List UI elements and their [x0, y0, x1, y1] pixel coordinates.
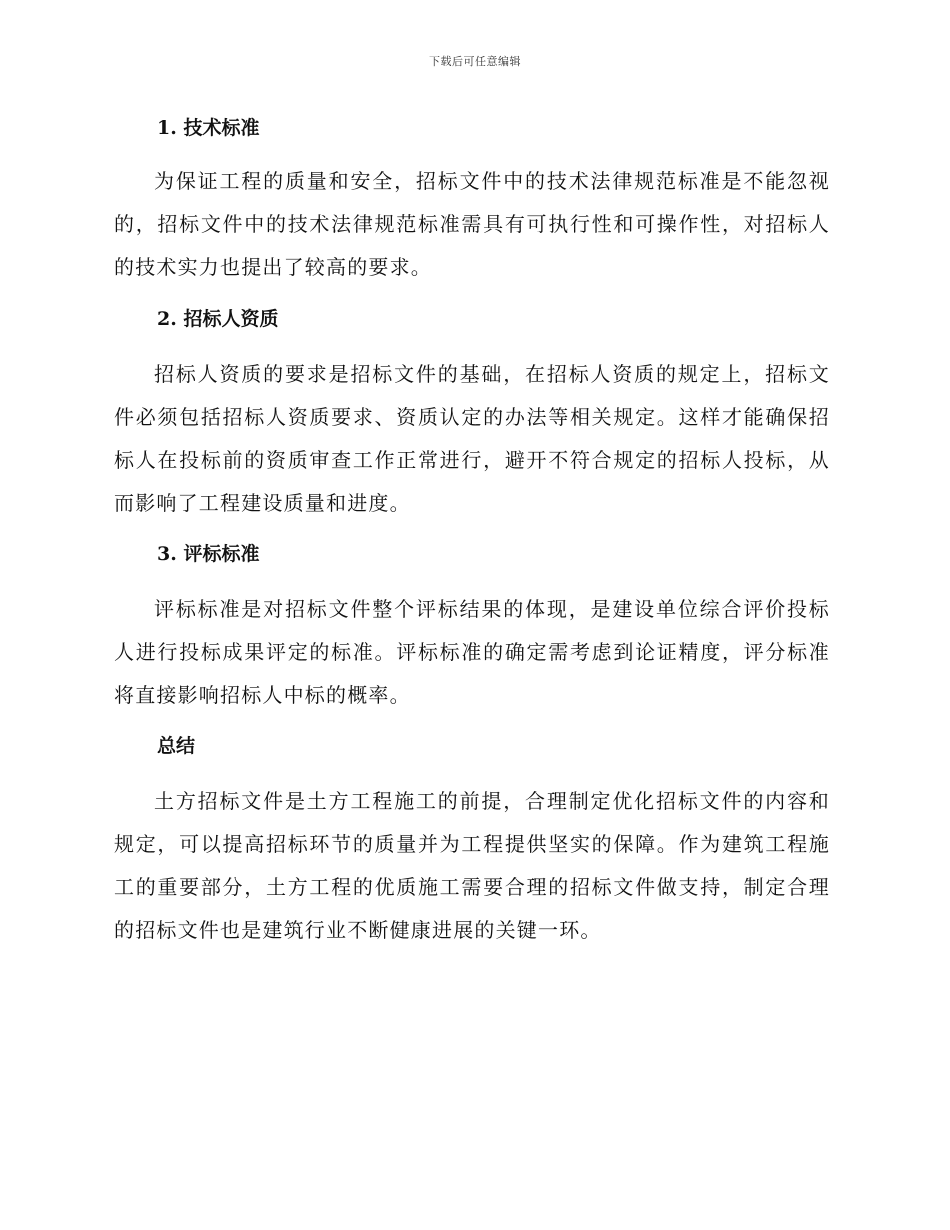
section-heading-bidder-qualification: 2. 招标人资质 — [157, 308, 279, 330]
section-heading-summary: 总结 — [157, 735, 196, 757]
section-paragraph-summary: 土方招标文件是土方工程施工的前提，合理制定优化招标文件的内容和规定，可以提高招标环节的质量并为工程提供坚实的保障。作为建筑工程施工的重要部分，土方工程的优质施工需要合理的招标文件做支持，制定合理的招标文件也是建筑行业不断健康进展的关键一环。 — [114, 789, 830, 942]
document-body — [114, 112, 830, 952]
section-paragraph-technical-standards: 为保证工程的质量和安全，招标文件中的技术法律规范标准是不能忽视的，招标文件中的技术法律规范标准需具有可执行性和可操作性，对招标人的技术实力也提出了较高的要求。 — [114, 169, 830, 279]
section-heading-evaluation-standards: 3. 评标标准 — [157, 543, 260, 565]
section-heading-technical-standards: 1. 技术标准 — [157, 117, 260, 139]
page-header: 下载后可任意编辑 — [429, 55, 521, 68]
section-paragraph-evaluation-standards: 评标标准是对招标文件整个评标结果的体现，是建设单位综合评价投标人进行投标成果评定的标准。评标标准的确定需考虑到论证精度，评分标准将直接影响招标人中标的概率。 — [114, 597, 830, 707]
section-paragraph-bidder-qualification: 招标人资质的要求是招标文件的基础，在招标人资质的规定上，招标文件必须包括招标人资质要求、资质认定的办法等相关规定。这样才能确保招标人在投标前的资质审查工作正常进行，避开不符合规定的招标人投标，从而影响了工程建设质量和进度。 — [114, 362, 830, 515]
